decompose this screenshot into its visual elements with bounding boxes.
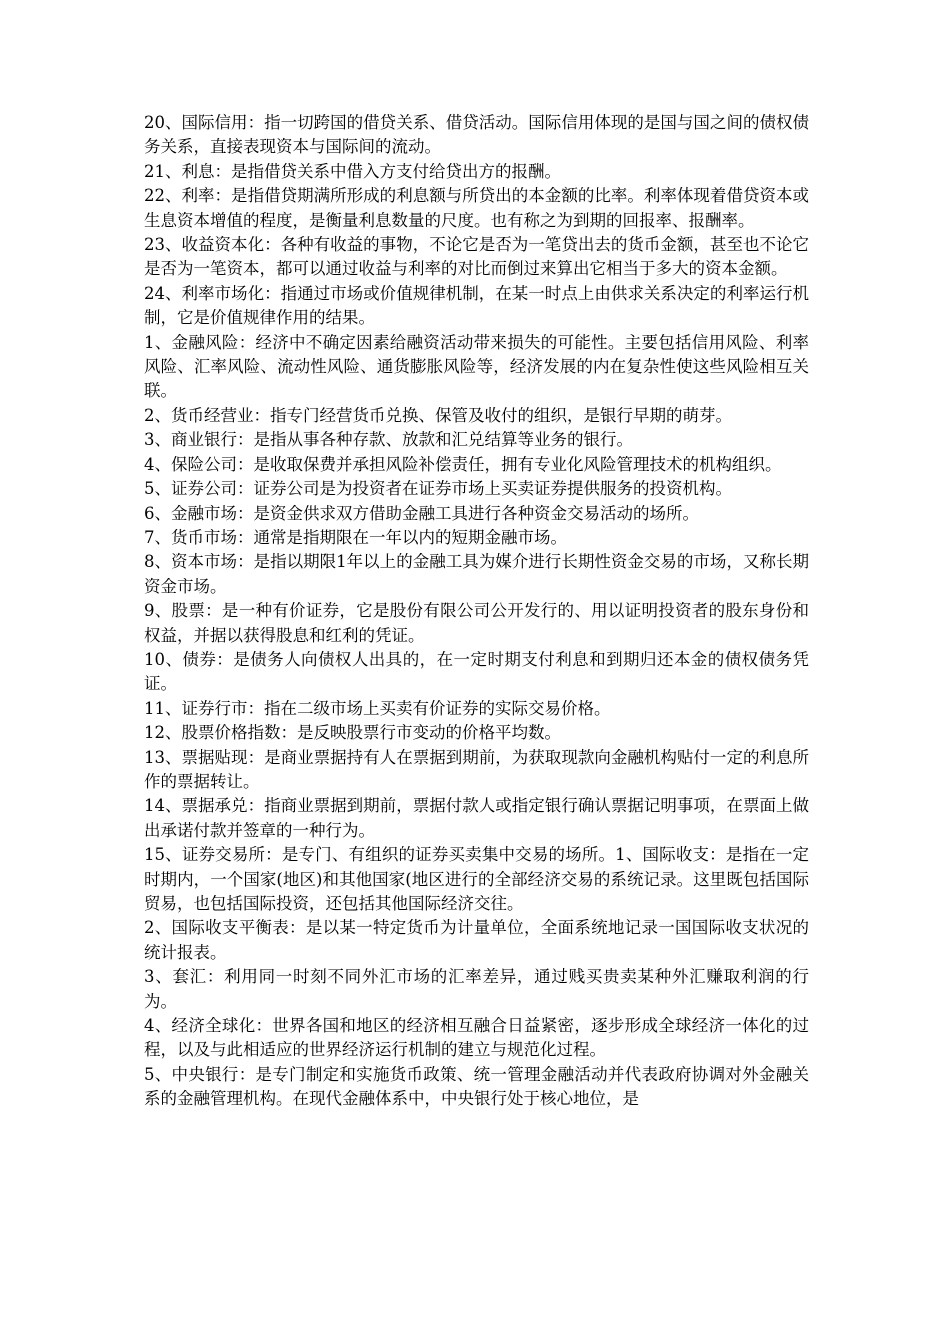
paragraph: 7、货币市场：通常是指期限在一年以内的短期金融市场。 — [144, 527, 567, 547]
paragraph: 4、保险公司：是收取保费并承担风险补偿责任，拥有专业化风险管理技术的机构组织。 — [144, 454, 782, 474]
paragraph: 5、证券公司：证券公司是为投资者在证券市场上买卖证券提供服务的投资机构。 — [144, 479, 732, 499]
document-page — [144, 111, 809, 1112]
paragraph: 10、债券：是债务人向债权人出具的，在一定时期支付利息和到期归还本金的债权债务凭证。 — [144, 649, 809, 694]
paragraph: 11、证券行市：指在二级市场上买卖有价证券的实际交易价格。 — [144, 698, 611, 718]
paragraph: 20、国际信用：指一切跨国的借贷关系、借贷活动。国际信用体现的是国与国之间的债权债务关系，直接表现资本与国际间的流动。 — [144, 113, 809, 157]
paragraph: 12、股票价格指数：是反映股票行市变动的价格平均数。 — [144, 723, 561, 743]
paragraph: 2、国际收支平衡表：是以某一特定货币为计量单位，全面系统地记录一国国际收支状况的统计报表。 — [144, 918, 809, 962]
paragraph: 3、商业银行：是指从事各种存款、放款和汇兑结算等业务的银行。 — [144, 430, 633, 450]
paragraph: 21、利息：是指借贷关系中借入方支付给贷出方的报酬。 — [144, 161, 561, 181]
paragraph: 22、利率：是指借贷期满所形成的利息额与所贷出的本金额的比率。利率体现着借贷资本或生息资本增值的程度，是衡量利息数量的尺度。也有称之为到期的回报率、报酬率。 — [144, 186, 809, 230]
paragraph: 14、票据承兑：指商业票据到期前，票据付款人或指定银行确认票据记明事项，在票面上做出承诺付款并签章的一种行为。 — [144, 796, 809, 840]
paragraph: 13、票据贴现：是商业票据持有人在票据到期前，为获取现款向金融机构贴付一定的利息所作的票据转让。 — [144, 747, 809, 791]
paragraph: 9、股票：是一种有价证券，它是股份有限公司公开发行的、用以证明投资者的股东身份和权益，并据以获得股息和红利的凭证。 — [144, 601, 809, 645]
paragraph: 2、货币经营业：指专门经营货币兑换、保管及收付的组织，是银行早期的萌芽。 — [144, 405, 732, 425]
paragraph: 8、资本市场：是指以期限1年以上的金融工具为媒介进行长期性资金交易的市场，又称长期资金市场。 — [144, 552, 809, 596]
paragraph: 4、经济全球化：世界各国和地区的经济相互融合日益紧密，逐步形成全球经济一体化的过程，以及与此相适应的世界经济运行机制的建立与规范化过程。 — [144, 1016, 809, 1060]
paragraph: 3、套汇：利用同一时刻不同外汇市场的汇率差异，通过贱买贵卖某种外汇赚取利润的行为。 — [144, 967, 809, 1011]
paragraph: 5、中央银行：是专门制定和实施货币政策、统一管理金融活动并代表政府协调对外金融关系的金融管理机构。在现代金融体系中，中央银行处于核心地位，是 — [144, 1064, 809, 1109]
paragraph: 24、利率市场化：指通过市场或价值规律机制，在某一时点上由供求关系决定的利率运行机制，它是价值规律作用的结果。 — [144, 283, 809, 328]
paragraph: 23、收益资本化：各种有收益的事物，不论它是否为一笔贷出去的货币金额，甚至也不论它是否为一笔资本，都可以通过收益与利率的对比而倒过来算出它相当于多大的资本金额。 — [144, 235, 809, 279]
paragraph: 15、证券交易所：是专门、有组织的证券买卖集中交易的场所。1、国际收支：是指在一定时期内，一个国家(地区)和其他国家(地区进行的全部经济交易的系统记录。这里既包括国际贸易，也包括国际投资，还包括其他国际经济交往。 — [144, 845, 809, 913]
paragraph: 6、金融市场：是资金供求双方借助金融工具进行各种资金交易活动的场所。 — [144, 503, 699, 523]
paragraph: 1、金融风险：经济中不确定因素给融资活动带来损失的可能性。主要包括信用风险、利率风险、汇率风险、流动性风险、通货膨胀风险等，经济发展的内在复杂性使这些风险相互关联。 — [144, 332, 809, 401]
